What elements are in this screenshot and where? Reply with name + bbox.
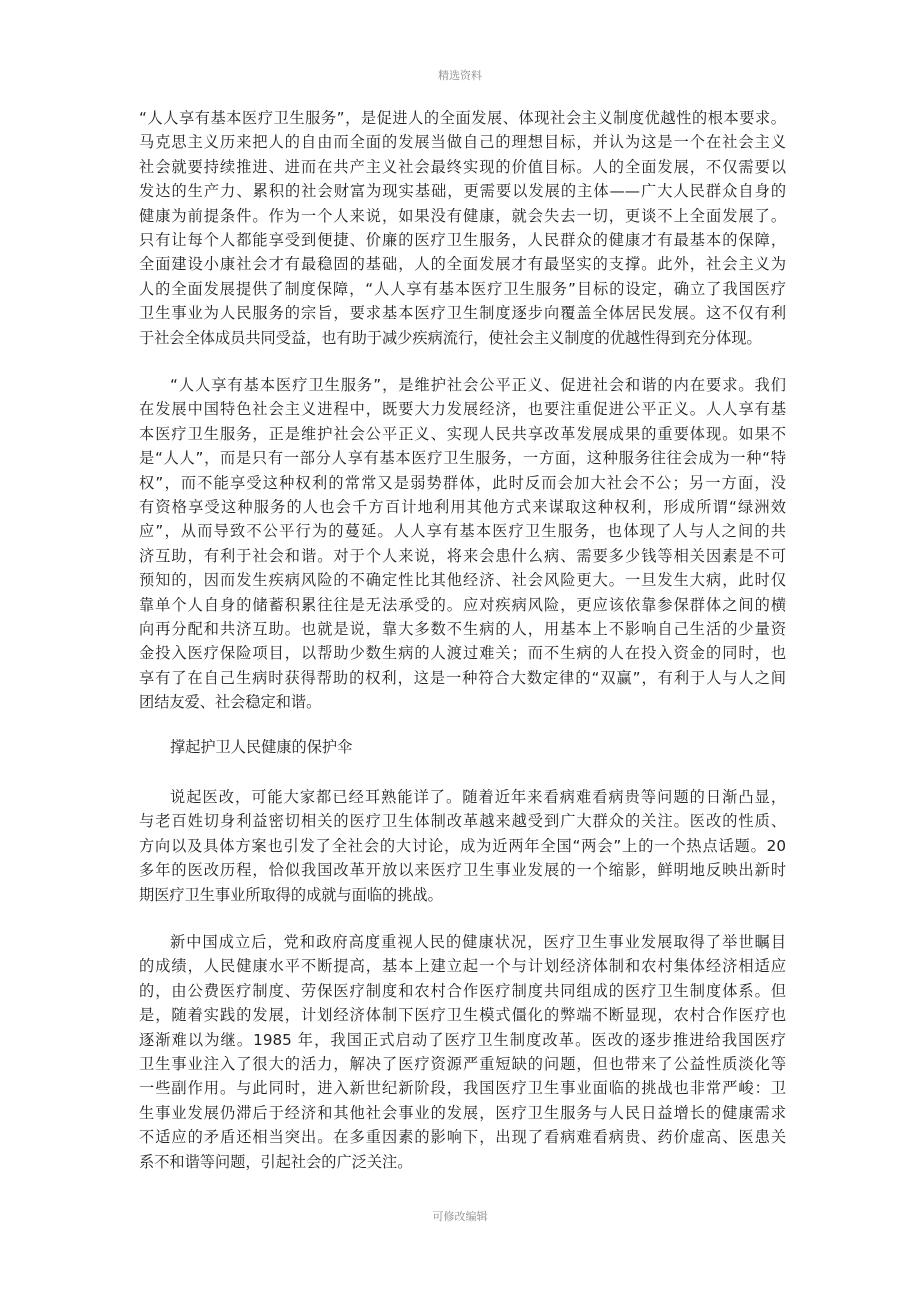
text-line: 向再分配和共济互助。也就是说，靠大多数不生病的人，用基本上不影响自己生活的少量资 xyxy=(139,619,786,638)
section-heading: 撑起护卫人民健康的保护伞 xyxy=(170,738,353,756)
text-line: 系不和谐等问题，引起社会的广泛关注。 xyxy=(139,1152,413,1171)
text-line: 新中国成立后，党和政府高度重视人民的健康状况，医疗卫生事业发展取得了举世瞩目 xyxy=(170,933,786,951)
text-line: 只有让每个人都能享受到便捷、价廉的医疗卫生服务，人民群众的健康才有最基本的保障， xyxy=(139,230,786,249)
text-line: “人人享有基本医疗卫生服务”，是维护社会公平正义、促进社会和谐的内在要求。我们 xyxy=(170,376,786,394)
text-line: 多年的医改历程，恰似我国改革开放以来医疗卫生事业发展的一个缩影，鲜明地反映出新时 xyxy=(139,861,786,880)
text-line: 全面建设小康社会才有最稳固的基础，人的全面发展才有最坚实的支撑。此外，社会主义为 xyxy=(139,255,786,274)
text-line: 不适应的矛盾还相当突出。在多重因素的影响下，出现了看病难看病贵、药价虚高、医患关 xyxy=(139,1128,786,1147)
text-line: 本医疗卫生服务，正是维护社会公平正义、实现人民共享改革发展成果的重要体现。如果不 xyxy=(139,424,786,443)
text-line: 济互助，有利于社会和谐。对于个人来说，将来会患什么病、需要多少钱等相关因素是不可 xyxy=(139,546,786,565)
text-line: 的成绩，人民健康水平不断提高，基本上建立起一个与计划经济体制和农村集体经济相适应 xyxy=(139,957,786,976)
text-line: 权”，而不能享受这种权利的常常又是弱势群体，此时反而会加大社会不公；另一方面，没 xyxy=(139,473,786,492)
text-line: 卫生事业注入了很大的活力，解决了医疗资源严重短缺的问题，但也带来了公益性质淡化等 xyxy=(139,1054,786,1073)
text-line: 团结友爱、社会稳定和谐。 xyxy=(139,693,322,712)
text-line: 说起医改，可能大家都已经耳熟能详了。随着近年来看病难看病贵等问题的日渐凸显， xyxy=(170,788,786,806)
text-line: 与老百姓切身利益密切相关的医疗卫生体制改革越来越受到广大群众的关注。医改的性质、 xyxy=(139,812,786,831)
text-line: 一些副作用。与此同时，进入新世纪新阶段，我国医疗卫生事业面临的挑战也非常严峻：卫 xyxy=(139,1079,786,1098)
text-line: 方向以及具体方案也引发了全社会的大讨论，成为近两年全国“两会”上的一个热点话题。20 xyxy=(139,836,786,855)
text-line: 马克思主义历来把人的自由而全面的发展当做自己的理想目标，并认为这是一个在社会主义 xyxy=(139,133,786,152)
paragraph-1 xyxy=(139,106,786,350)
text-line: 应”，从而导致不公平行为的蔓延。人人享有基本医疗卫生服务，也体现了人与人之间的共 xyxy=(139,522,786,541)
text-line: 的，由公费医疗制度、劳保医疗制度和农村合作医疗制度共同组成的医疗卫生制度体系。但 xyxy=(139,981,786,1000)
page-header: 精选资料 xyxy=(438,69,482,82)
paragraph-2 xyxy=(139,373,786,714)
text-line: 靠单个人自身的储蓄积累往往是无法承受的。应对疾病风险，更应该依靠参保群体之间的横 xyxy=(139,595,786,614)
text-line: 健康为前提条件。作为一个人来说，如果没有健康，就会失去一切，更谈不上全面发展了。 xyxy=(139,206,786,225)
text-line: 人的全面发展提供了制度保障，“人人享有基本医疗卫生服务”目标的设定，确立了我国医疗 xyxy=(139,279,786,298)
paragraph-3 xyxy=(139,785,786,907)
text-line: 逐渐难以为继。1985 年，我国正式启动了医疗卫生制度改革。医改的逐步推进给我国医疗 xyxy=(139,1030,786,1049)
text-line: 是，随着实践的发展，计划经济体制下医疗卫生模式僵化的弊端不断显现，农村合作医疗也 xyxy=(139,1006,786,1025)
page-footer: 可修改编辑 xyxy=(432,1210,488,1223)
text-line: 于社会全体成员共同受益，也有助于减少疾病流行，使社会主义制度的优越性得到充分体现。 xyxy=(139,328,762,347)
text-line: 在发展中国特色社会主义进程中，既要大力发展经济，也要注重促进公平正义。人人享有基 xyxy=(139,400,786,419)
text-line: “人人享有基本医疗卫生服务”，是促进人的全面发展、体现社会主义制度优越性的根本要求。 xyxy=(139,109,786,127)
text-line: 金投入医疗保险项目，以帮助少数生病的人渡过难关；而不生病的人在投入资金的同时，也 xyxy=(139,644,786,663)
paragraph-4 xyxy=(139,930,786,1174)
text-line: 社会就要持续推进、进而在共产主义社会最终实现的价值目标。人的全面发展，不仅需要以 xyxy=(139,157,786,176)
text-line: 预知的，因而发生疾病风险的不确定性比其他经济、社会风险更大。一旦发生大病，此时仅 xyxy=(139,571,786,590)
text-line: 卫生事业为人民服务的宗旨，要求基本医疗卫生制度逐步向覆盖全体居民发展。这不仅有利 xyxy=(139,304,786,323)
text-line: 期医疗卫生事业所取得的成就与面临的挑战。 xyxy=(139,885,443,904)
text-line: 享有了在自己生病时获得帮助的权利，这是一种符合大数定律的“双赢”，有利于人与人之间 xyxy=(139,668,786,687)
text-line: 有资格享受这种服务的人也会千方百计地利用其他方式来谋取这种权利，形成所谓“绿洲效 xyxy=(139,497,786,516)
text-line: 是“人人”，而是只有一部分人享有基本医疗卫生服务，一方面，这种服务往往会成为一种“特 xyxy=(139,449,786,468)
text-line: 发达的生产力、累积的社会财富为现实基础，更需要以发展的主体——广大人民群众自身的 xyxy=(139,182,786,201)
text-line: 生事业发展仍滞后于经济和其他社会事业的发展，医疗卫生服务与人民日益增长的健康需求 xyxy=(139,1103,786,1122)
